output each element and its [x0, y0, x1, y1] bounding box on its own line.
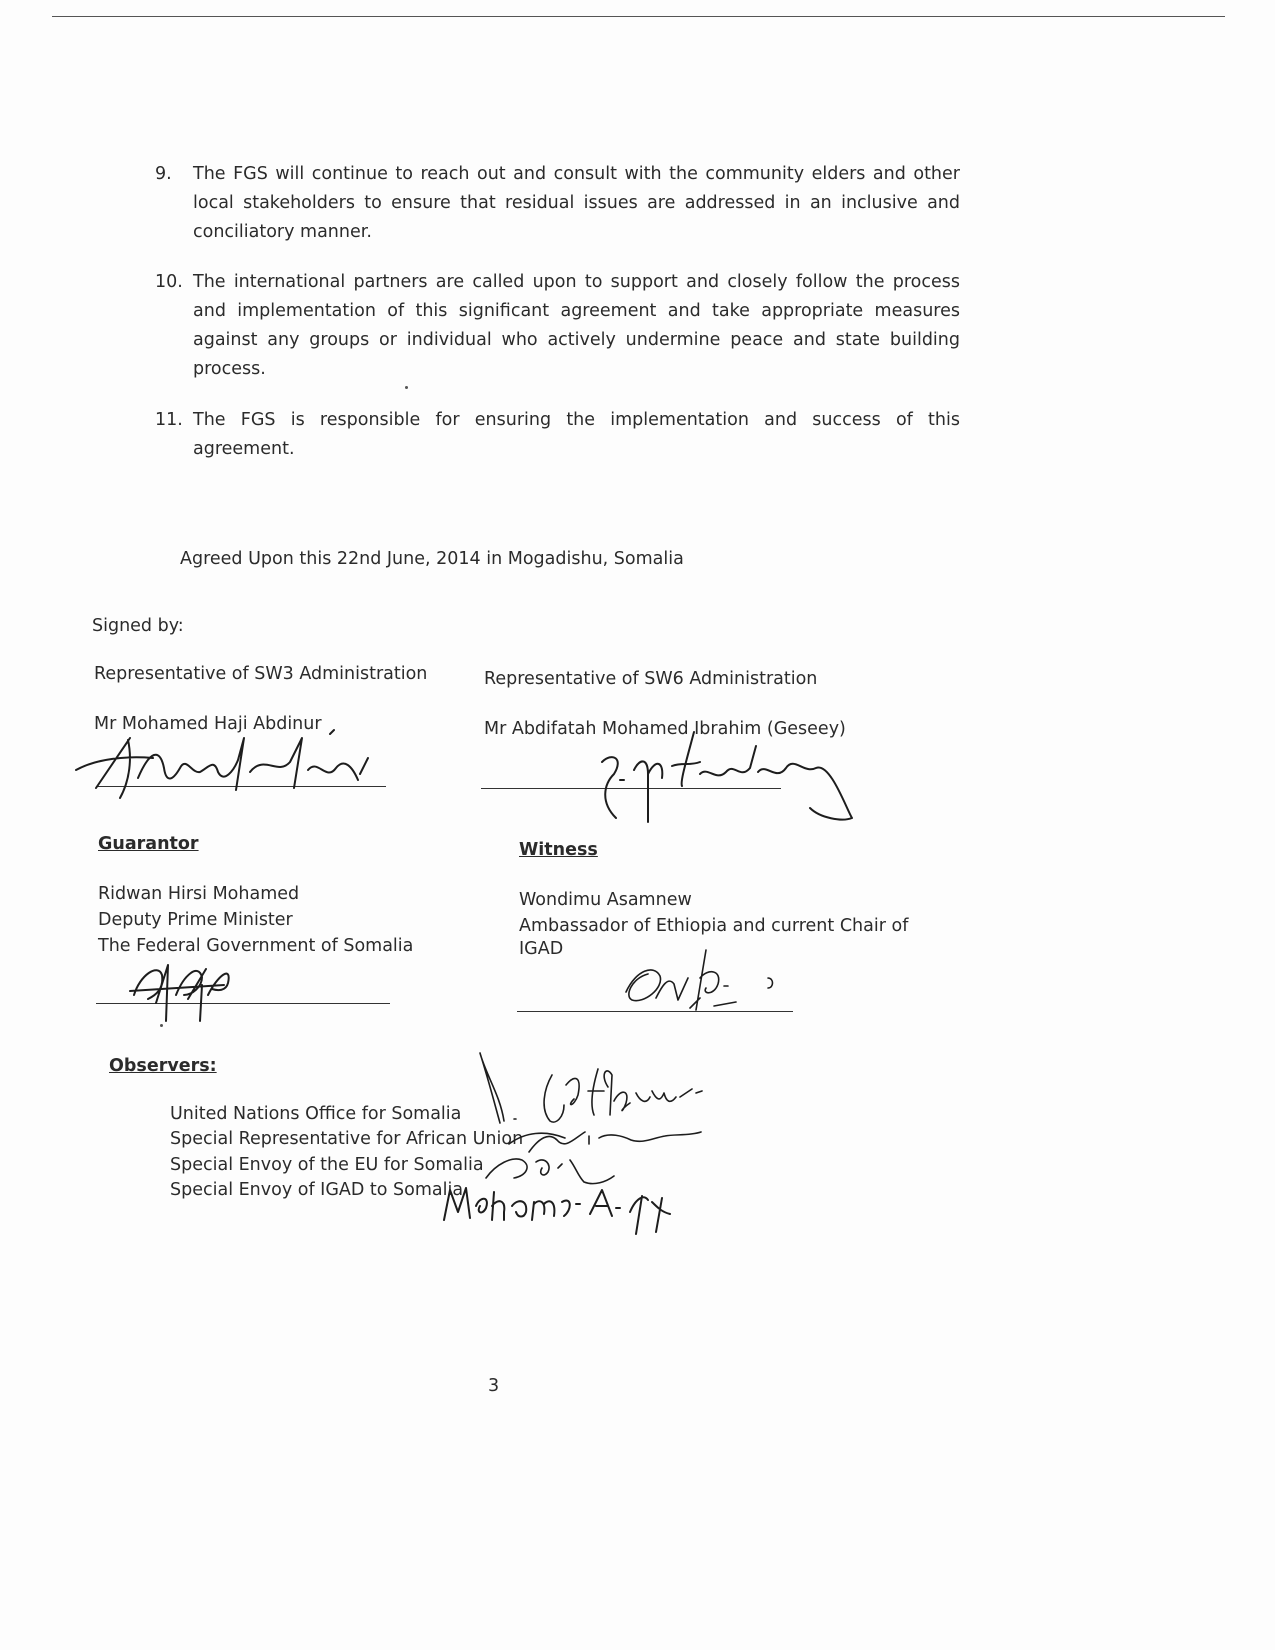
sw6-title: Representative of SW6 Administration	[484, 669, 818, 689]
scan-speck	[405, 386, 408, 389]
observer-igad: Special Envoy of IGAD to Somalia	[170, 1180, 464, 1200]
top-border-line	[52, 16, 1225, 17]
guarantor-signature	[128, 955, 248, 1035]
observer-un-signature	[470, 1045, 730, 1115]
guarantor-heading: Guarantor	[98, 834, 199, 854]
page-number: 3	[488, 1376, 500, 1396]
observer-un: United Nations Office for Somalia	[170, 1104, 462, 1124]
sw3-signature	[68, 728, 388, 808]
guarantor-position: Deputy Prime Minister	[98, 910, 293, 930]
clause-number: 11.	[155, 410, 183, 430]
witness-organization: IGAD	[519, 939, 564, 959]
observers-heading: Observers:	[109, 1056, 217, 1076]
agreed-date-line: Agreed Upon this 22nd June, 2014 in Mogadishu, Somalia	[180, 549, 684, 569]
sw6-name: Mr Abdifatah Mohamed Ibrahim (Geseey)	[484, 719, 846, 739]
guarantor-organization: The Federal Government of Somalia	[98, 936, 414, 956]
sw6-signature	[590, 722, 870, 832]
witness-signature	[618, 942, 798, 1022]
clause-item	[155, 406, 960, 464]
scan-speck	[160, 1024, 163, 1027]
clause-text: The international partners are called upon to support and closely follow the process and implementation of this significant agreement and take appropriate measures against any groups or individual who actively undermine peace and state building process.	[193, 272, 960, 379]
clause-item	[155, 268, 960, 384]
clause-item	[155, 160, 960, 247]
guarantor-name: Ridwan Hirsi Mohamed	[98, 884, 300, 904]
clause-text: The FGS will continue to reach out and consult with the community elders and other local stakeholders to ensure that residual issues are addressed in an inclusive and conciliatory manner.	[193, 164, 960, 242]
clause-number: 9.	[155, 164, 172, 184]
witness-heading: Witness	[519, 840, 598, 860]
observer-igad-signature	[440, 1172, 670, 1242]
sw3-title: Representative of SW3 Administration	[94, 664, 428, 684]
witness-position: Ambassador of Ethiopia and current Chair of	[519, 916, 909, 936]
observer-eu: Special Envoy of the EU for Somalia	[170, 1155, 484, 1175]
clause-number: 10.	[155, 272, 183, 292]
sw3-name: Mr Mohamed Haji Abdinur	[94, 714, 322, 734]
observer-au: Special Representative for African Union	[170, 1129, 524, 1149]
witness-name: Wondimu Asamnew	[519, 890, 692, 910]
signed-by-label: Signed by:	[92, 616, 184, 636]
clause-text: The FGS is responsible for ensuring the implementation and success of this agreement.	[193, 410, 960, 459]
